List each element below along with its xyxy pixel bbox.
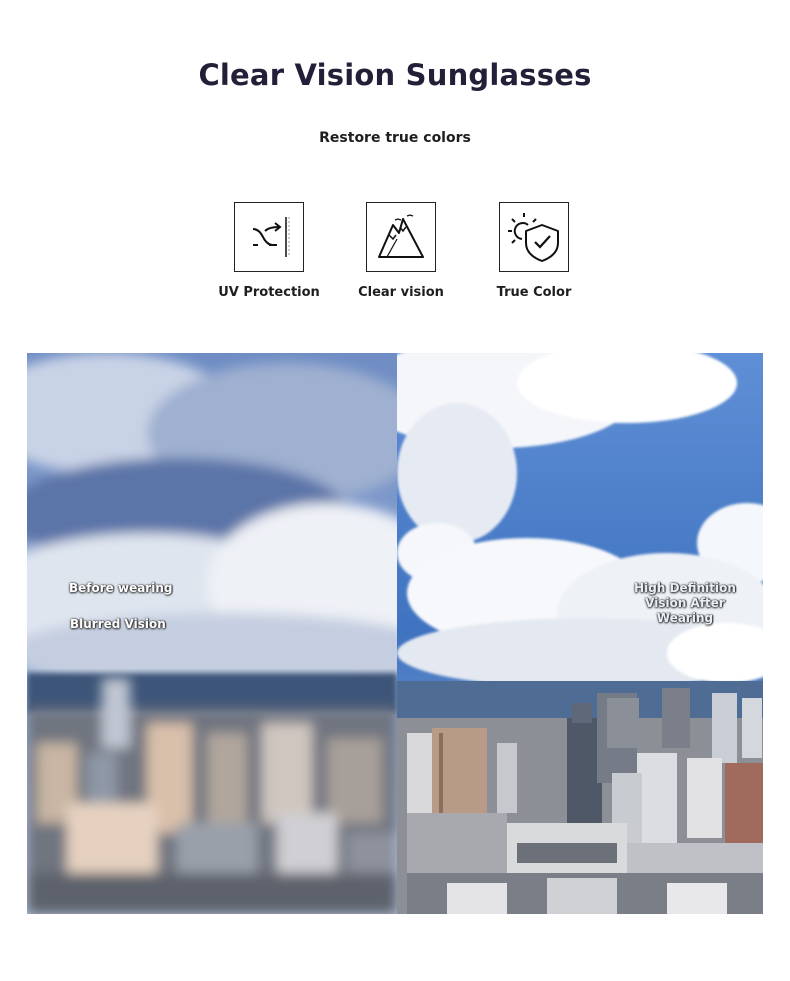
sun-shield-icon: [499, 202, 569, 272]
before-after-comparison-image: [27, 353, 763, 914]
feature-clear-vision: [331, 202, 471, 300]
page-subtitle: Restore true colors: [319, 130, 471, 146]
feature-true-color: [464, 202, 604, 300]
feature-label: True Color: [496, 285, 572, 300]
uv-protection-icon: [234, 202, 304, 272]
page-title: Clear Vision Sunglasses: [198, 58, 592, 92]
before-wearing-label: Before wearing: [69, 581, 173, 595]
after-wearing-label: High Definition Vision After Wearing: [634, 581, 736, 625]
blurred-vision-label: Blurred Vision: [70, 617, 166, 631]
feature-label: Clear vision: [358, 285, 444, 300]
mountain-icon: [366, 202, 436, 272]
feature-uv-protection: [199, 202, 339, 300]
feature-label: UV Protection: [218, 285, 320, 300]
